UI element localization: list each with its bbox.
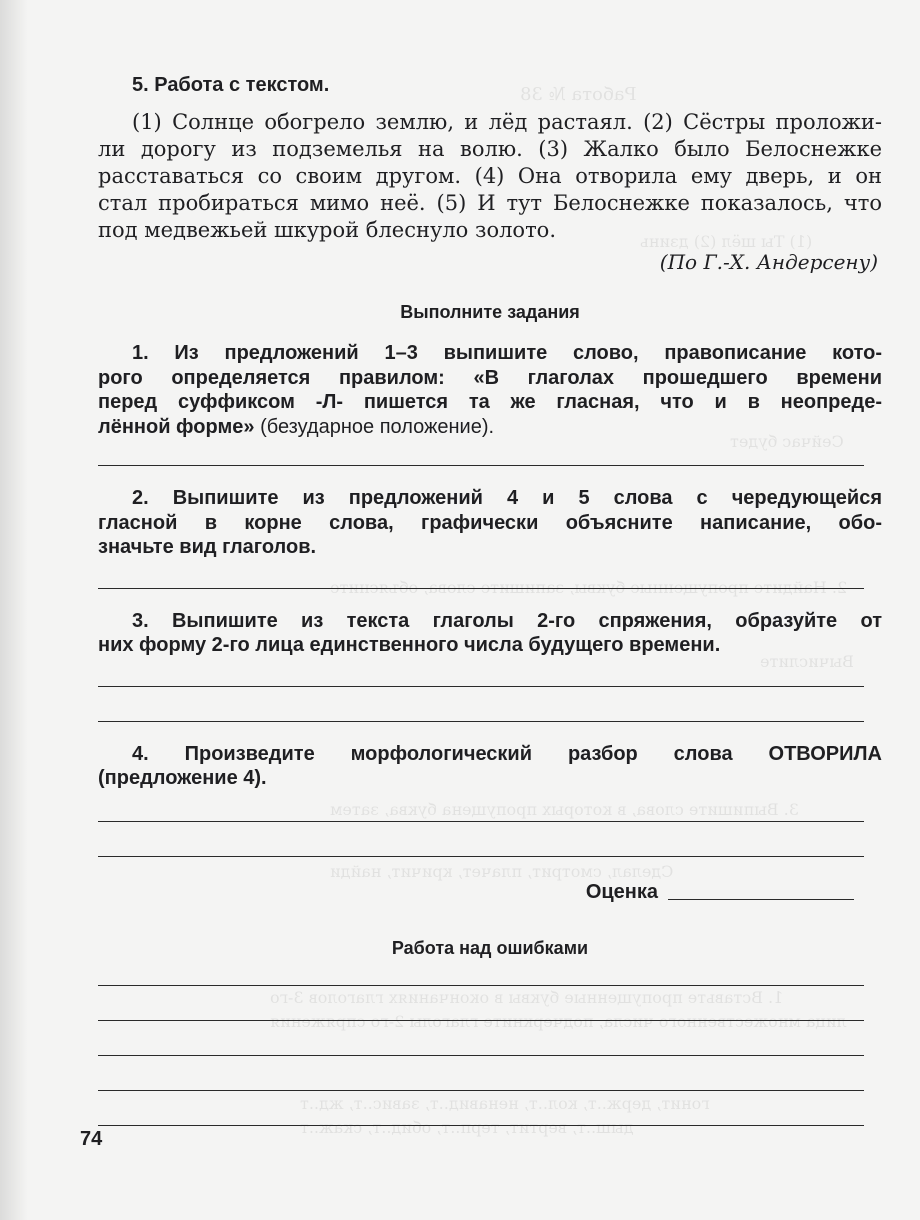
answer-line-task-3[interactable] <box>98 686 864 687</box>
bleed-through-text: Сделал, смотрит, плачет, кричит, найди <box>330 862 674 881</box>
exercise-text <box>98 109 882 244</box>
grade-row <box>98 881 854 904</box>
answer-line-task-4[interactable] <box>98 856 864 857</box>
task-line: 4. Произведите морфологический разбор слова ОТВОРИЛА <box>132 742 882 765</box>
grade-label: Оценка <box>585 880 658 903</box>
bleed-through-text: 2. Найдите пропущенные буквы, запишите слова, объясните <box>330 578 848 597</box>
bleed-through-text: 1. Вставьте пропущенные буквы в окончаниях глаголов 3-го <box>270 988 784 1007</box>
bleed-through-text: лица множественного числа, подчеркните глаголы 2-го спряжения <box>270 1012 847 1031</box>
answer-line-task-4[interactable] <box>98 821 864 822</box>
errors-answer-line[interactable] <box>98 985 864 986</box>
answer-line-task-3[interactable] <box>98 721 864 722</box>
bleed-through-text: Работа № 38 <box>520 84 637 105</box>
task-3 <box>98 609 882 658</box>
task-line: них форму 2-го лица единственного числа будущего времени. <box>98 634 721 656</box>
bleed-through-text: 3. Выпишите слова, в которых пропущена буква, затем <box>330 800 799 819</box>
task-line-bold: лённой форме» <box>98 415 255 438</box>
text-line: стал пробираться мимо неё. (5) И тут Белоснежке показалось, что <box>98 191 882 215</box>
answer-line-task-2[interactable] <box>98 588 864 589</box>
text-source: (По Г.-Х. Андерсену) <box>659 250 878 274</box>
bleed-through-text: Вычислите <box>760 652 854 671</box>
task-line: 3. Выпишите из текста глаголы 2-го спряжения, образуйте от <box>132 609 882 632</box>
page-content <box>98 74 882 1126</box>
bleed-through-text: Сейчас будет <box>730 432 844 451</box>
errors-answer-line[interactable] <box>98 1090 864 1091</box>
task-line: перед суффиксом -Л- пишется та же гласная, что и в неопреде- <box>98 391 882 413</box>
errors-answer-line[interactable] <box>98 1020 864 1021</box>
answer-line-task-1[interactable] <box>98 465 864 466</box>
errors-title: Работа над ошибками <box>391 937 589 958</box>
exercise-heading: 5. Работа с текстом. <box>132 74 330 96</box>
task-line <box>98 415 882 440</box>
bleed-through-text: гонит, держ..т, кол..т, ненавид..т, завис..т, жд..т <box>300 1094 710 1113</box>
task-2 <box>98 486 882 560</box>
task-1 <box>98 341 882 439</box>
grade-input-line[interactable] <box>668 899 854 900</box>
task-line: 1. Из предложений 1–3 выпишите слово, правописание кото- <box>132 342 882 364</box>
text-line: расставаться со своим другом. (4) Она отворила ему дверь, и он <box>98 164 882 188</box>
errors-answer-line[interactable] <box>98 1125 864 1126</box>
page-number: 74 <box>80 1128 103 1150</box>
bleed-through-text: (1) Ты шёл (2) дзинь <box>640 232 813 251</box>
text-line: под медвежьей шкурой блеснуло золото. <box>98 218 557 242</box>
task-line: рого определяется правилом: «В глаголах прошедшего времени <box>98 366 882 389</box>
task-line: значьте вид глаголов. <box>98 536 317 558</box>
task-line: (предложение 4). <box>98 767 267 789</box>
task-line-normal: (безударное положение). <box>254 415 495 438</box>
text-line: (1) Солнце обогрело землю, и лёд растаял. (2) Сёстры проложи- <box>132 110 882 134</box>
task-line: 2. Выпишите из предложений 4 и 5 слова с чередующейся <box>132 487 882 509</box>
task-4 <box>98 742 882 791</box>
tasks-title: Выполните задания <box>400 302 580 322</box>
page-edge-shadow <box>0 0 28 1220</box>
bleed-through-text: дыш..т, вертит, терп..т, обид..т, скаж..т <box>300 1118 634 1137</box>
task-line: гласной в корне слова, графически объясните написание, обо- <box>98 511 882 534</box>
errors-answer-line[interactable] <box>98 1055 864 1056</box>
text-line: ли дорогу из подземелья на волю. (3) Жалко было Белоснежке <box>98 137 882 161</box>
